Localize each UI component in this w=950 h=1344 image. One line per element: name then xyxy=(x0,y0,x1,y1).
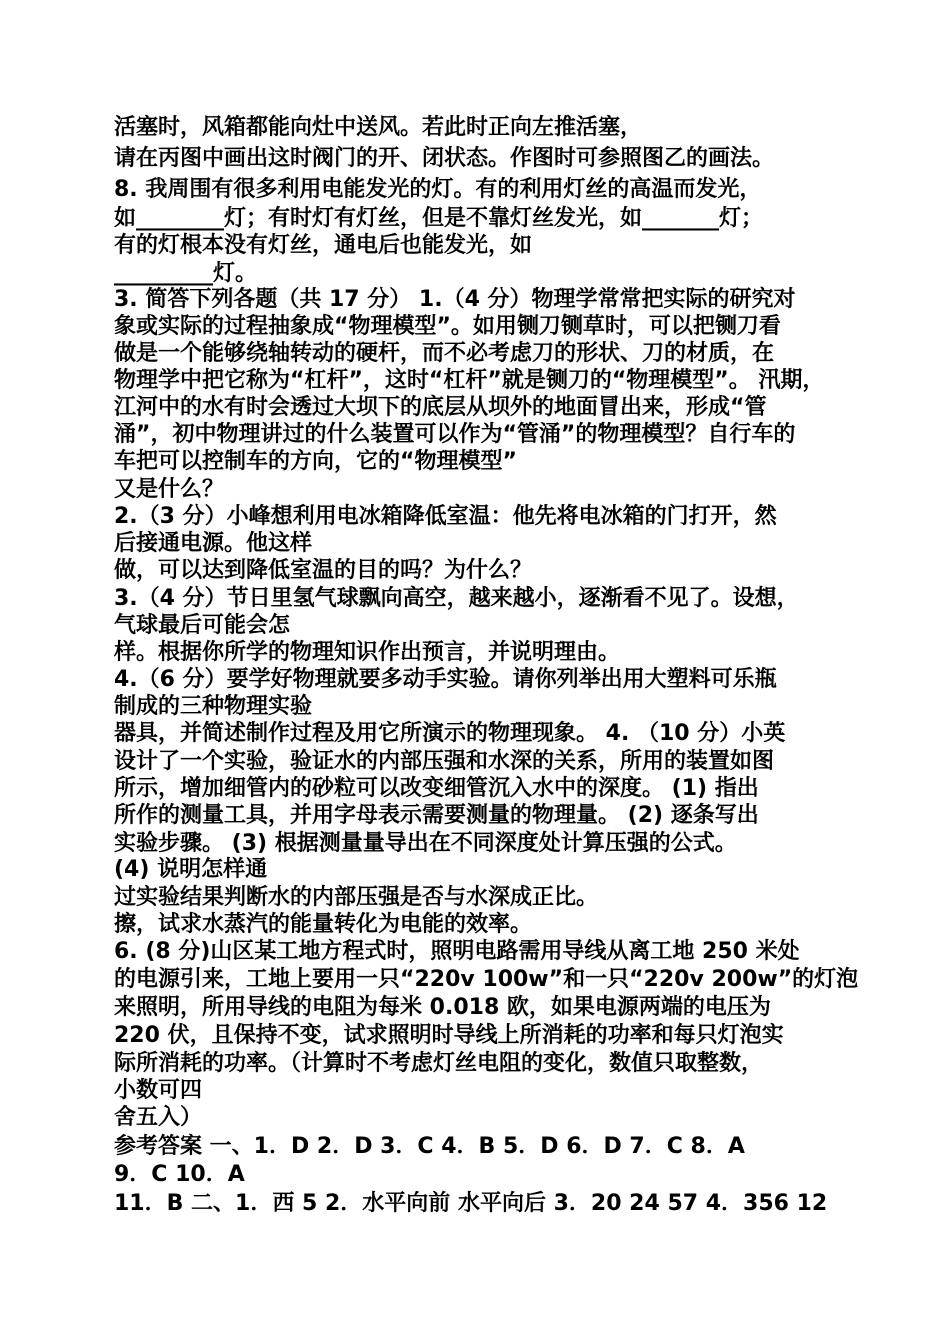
text-line: 制成的三种物理实验 xyxy=(114,694,313,719)
text-line: 物理学中把它称为“杠杆”，这时“杠杆”就是铡刀的“物理模型”。 汛期， xyxy=(114,368,825,393)
text-line: 际所消耗的功率。（计算时不考虑灯丝电阻的变化，数值只取整数， xyxy=(114,1051,764,1076)
text-line: 请在丙图中画出这时阀门的开、闭状态。作图时可参照图乙的画法。 xyxy=(114,146,775,171)
text-line: 样。根据你所学的物理知识作出预言，并说明理由。 xyxy=(114,640,621,665)
text-line: 活塞时，风箱都能向灶中送风。若此时正向左推活塞， xyxy=(114,115,643,140)
text-line: 所作的测量工具，并用字母表示需要测量的物理量。 (2) 逐条写出 xyxy=(114,803,759,828)
text-line: 做是一个能够绕轴转动的硬杆，而不必考虑刀的形状、刀的材质，在 xyxy=(114,341,775,366)
text-line: 220 伏，且保持不变，试求照明时导线上所消耗的功率和每只灯泡实 xyxy=(114,1023,784,1048)
text-line: 9．C 10．A xyxy=(114,1162,245,1187)
text-line: 后接通电源。他这样 xyxy=(114,531,313,556)
text-line: 6. (8 分)山区某工地方程式时，照明电路需用导线从离工地 250 米处 xyxy=(114,939,800,964)
text-line: _________灯。 xyxy=(114,261,258,286)
text-line: 擦，试求水蒸汽的能量转化为电能的效率。 xyxy=(114,912,533,937)
text-line: 有的灯根本没有灯丝，通电后也能发光，如 xyxy=(114,233,533,258)
text-line: 舍五入） xyxy=(114,1105,203,1130)
text-line: 参考答案 一、1．D 2．D 3．C 4．B 5．D 6．D 7．C 8．A xyxy=(114,1134,745,1159)
text-line: 3. 简答下列各题（共 17 分） 1.（4 分）物理学常常把实际的研究对 xyxy=(114,287,796,312)
text-line: 小数可四 xyxy=(114,1078,203,1103)
text-line: 8. 我周围有很多利用电能发光的灯。有的利用灯丝的高温而发光， xyxy=(114,177,762,202)
text-line: 来照明，所用导线的电阻为每米 0.018 欧，如果电源两端的电压为 xyxy=(114,995,771,1020)
text-line: 3.（4 分）节日里氢气球飘向高空，越来越小，逐渐看不见了。设想， xyxy=(114,586,799,611)
text-line: 做，可以达到降低室温的目的吗？为什么？ xyxy=(114,558,533,583)
text-line: 所示，增加细管内的砂粒可以改变细管沉入水中的深度。 (1) 指出 xyxy=(114,776,759,801)
text-line: 器具，并简述制作过程及用它所演示的物理现象。 4. （10 分）小英 xyxy=(114,721,786,746)
text-line: 的电源引来，工地上要用一只“220v 100w”和一只“220v 200w”的灯泡 xyxy=(114,967,859,992)
text-line: 实验步骤。 (3) 根据测量量导出在不同深度处计算压强的公式。 xyxy=(114,831,737,856)
text-line: 车把可以控制车的方向，它的“物理模型” xyxy=(114,449,517,474)
text-line: 11．B 二、1．西 5 2．水平向前 水平向后 3．20 24 57 4．356 12 xyxy=(114,1191,828,1216)
text-line: 象或实际的过程抽象成“物理模型”。如用铡刀铡草时，可以把铡刀看 xyxy=(114,314,781,339)
text-line: 又是什么？ xyxy=(114,477,225,502)
text-line: 江河中的水有时会透过大坝下的底层从坝外的地面冒出来，形成“管 xyxy=(114,395,767,420)
text-line: (4) 说明怎样通 xyxy=(114,857,268,882)
text-line: 过实验结果判断水的内部压强是否与水深成正比。 xyxy=(114,885,599,910)
text-line: 4.（6 分）要学好物理就要多动手实验。请你列举出用大塑料可乐瓶 xyxy=(114,667,777,692)
text-line: 2.（3 分）小峰想利用电冰箱降低室温：他先将电冰箱的门打开，然 xyxy=(114,504,777,529)
text-line: 设计了一个实验，验证水的内部压强和水深的关系，所用的装置如图 xyxy=(114,749,775,774)
text-line: 如________灯；有时灯有灯丝，但是不靠灯丝发光，如_______灯； xyxy=(114,206,764,231)
text-line: 涌”，初中物理讲过的什么装置可以作为“管涌”的物理模型？自行车的 xyxy=(114,422,796,447)
text-line: 气球最后可能会怎 xyxy=(114,613,291,638)
